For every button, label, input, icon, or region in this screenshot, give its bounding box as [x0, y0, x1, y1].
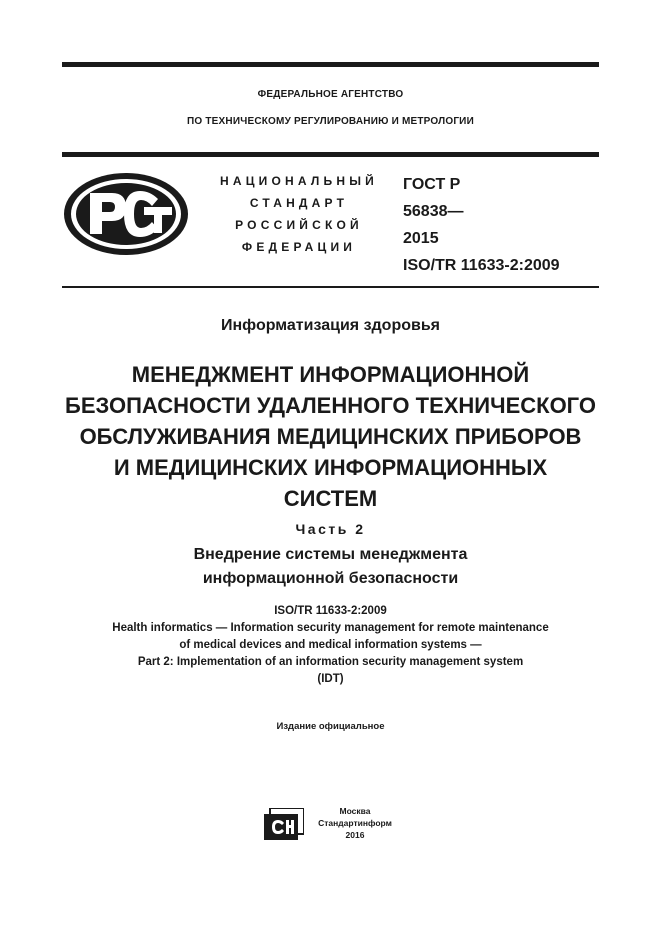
intl-line: Part 2: Implementation of an information security management system [137, 656, 524, 668]
standard-type-line: НАЦИОНАЛЬНЫЙ [219, 174, 379, 188]
publisher-info [313, 805, 397, 841]
document-subtitle [0, 543, 661, 591]
publisher-year: 2016 [345, 830, 365, 840]
intl-line: ISO/TR 11633-2:2009 [274, 605, 387, 617]
document-title [0, 359, 661, 514]
standard-type-line: СТАНДАРТ [249, 196, 349, 210]
intl-line: (IDT) [317, 673, 344, 685]
agency-line-2: ПО ТЕХНИЧЕСКОМУ РЕГУЛИРОВАНИЮ И МЕТРОЛОГИИ [187, 116, 474, 127]
document-part: Часть 2 [295, 521, 366, 537]
publisher-city: Москва [339, 806, 371, 816]
top-rule [62, 62, 599, 67]
title-line: И МЕДИЦИНСКИХ ИНФОРМАЦИОННЫХ [113, 455, 548, 480]
document-subject: Информатизация здоровья [220, 317, 440, 334]
header-rule [62, 152, 599, 157]
title-line: БЕЗОПАСНОСТИ УДАЛЕННОГО ТЕХНИЧЕСКОГО [65, 393, 596, 418]
standard-code [403, 171, 560, 279]
agency-line-1: ФЕДЕРАЛЬНОЕ АГЕНТСТВО [257, 89, 404, 100]
intl-line: Health informatics — Information security management for remote maintenance [112, 622, 549, 634]
standard-type [206, 170, 392, 258]
standartinform-logo-icon [264, 808, 304, 840]
title-line: МЕНЕДЖМЕНТ ИНФОРМАЦИОННОЙ [131, 362, 530, 387]
subtitle-line: информационной безопасности [202, 570, 459, 587]
standard-code-line: ISO/TR 11633-2:2009 [403, 257, 560, 274]
international-reference [0, 603, 661, 688]
standard-type-line: РОССИЙСКОЙ [235, 218, 363, 232]
title-line: ОБСЛУЖИВАНИЯ МЕДИЦИНСКИХ ПРИБОРОВ [79, 424, 582, 449]
title-line: СИСТЕМ [283, 486, 378, 511]
edition-label: Издание официальное [276, 721, 385, 732]
standard-code-line: 2015 [403, 230, 439, 247]
rst-logo-icon [62, 171, 190, 257]
standard-type-line: ФЕДЕРАЦИИ [241, 240, 357, 254]
standard-rule [62, 286, 599, 288]
publisher-name: Стандартинформ [318, 818, 392, 828]
subtitle-line: Внедрение системы менеджмента [193, 546, 468, 563]
intl-line: of medical devices and medical information systems — [179, 639, 482, 651]
standard-code-line: 56838— [403, 203, 464, 220]
standard-code-line: ГОСТ Р [403, 176, 461, 193]
